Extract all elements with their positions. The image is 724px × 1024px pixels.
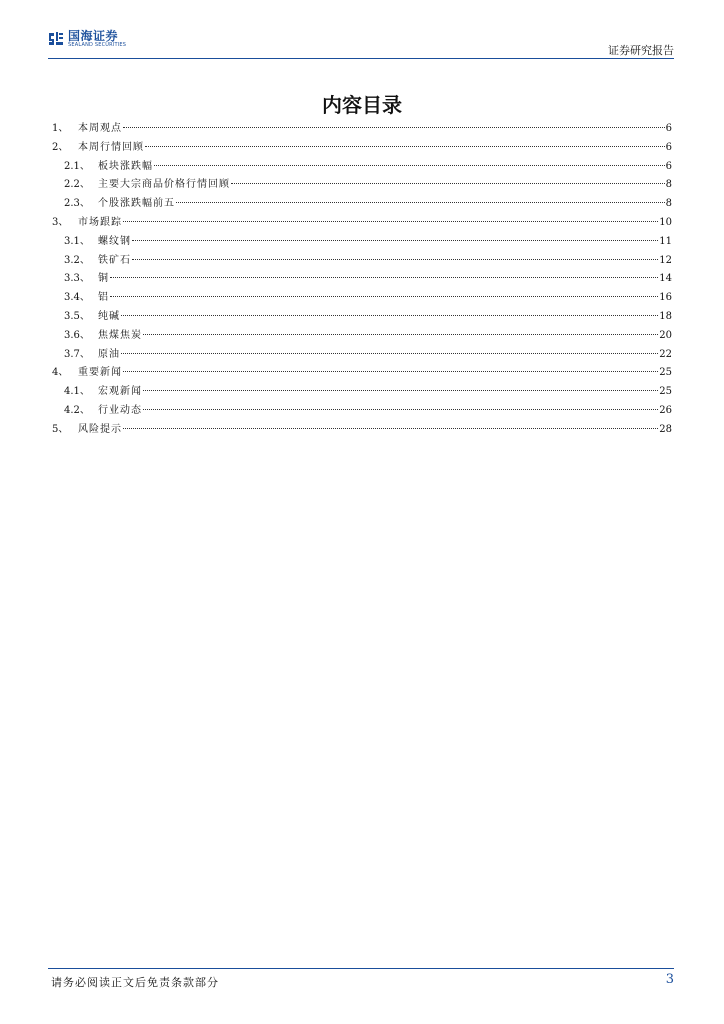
toc-entry-page: 25 <box>659 367 672 379</box>
page-title: 内容目录 <box>322 93 402 117</box>
toc-dot-leader <box>110 296 658 297</box>
toc-entry[interactable] <box>52 402 672 421</box>
toc-dot-leader <box>145 146 665 147</box>
toc-entry[interactable] <box>52 308 672 327</box>
toc-dot-leader <box>231 183 665 184</box>
toc-entry[interactable] <box>52 195 672 214</box>
toc-entry-page: 8 <box>665 198 672 210</box>
footer-divider <box>48 968 674 969</box>
toc-entry-number: 2.1、 <box>64 160 90 172</box>
toc-entry-number: 3.4、 <box>64 292 90 304</box>
toc-entry-number: 4、 <box>52 367 69 379</box>
logo-text <box>68 30 126 48</box>
toc-dot-leader <box>143 390 658 391</box>
toc-entry-label[interactable]: 市场跟踪 <box>78 216 122 228</box>
toc-entry-page: 8 <box>665 179 672 191</box>
logo-english-name: SEALAND SECURITIES <box>68 42 127 48</box>
toc-entry-number: 2、 <box>52 141 69 153</box>
toc-entry[interactable] <box>52 327 672 346</box>
toc-dot-leader <box>123 127 665 128</box>
page-number: 3 <box>665 972 674 987</box>
toc-entry-number: 2.3、 <box>64 198 90 210</box>
toc-entry-label[interactable]: 本周观点 <box>78 123 122 134</box>
toc-entry[interactable] <box>52 346 672 365</box>
toc-entry-label[interactable]: 个股涨跌幅前五 <box>98 198 175 210</box>
toc-entry-page: 25 <box>659 386 672 398</box>
toc-entry-label[interactable]: 板块涨跌幅 <box>98 160 153 172</box>
toc-entry-page: 20 <box>659 329 672 341</box>
toc-entry[interactable] <box>52 252 672 271</box>
toc-dot-leader <box>110 277 658 278</box>
toc-dot-leader <box>143 409 658 410</box>
toc-dot-leader <box>154 165 665 166</box>
page-footer <box>48 968 674 989</box>
toc-entry-number: 3.7、 <box>64 348 90 360</box>
toc-dot-leader <box>121 353 658 354</box>
toc-entry[interactable] <box>52 289 672 308</box>
toc-entry-page: 16 <box>659 292 672 304</box>
toc-entry-page: 14 <box>659 273 672 285</box>
toc-entry[interactable] <box>52 214 672 233</box>
toc-entry-page: 18 <box>659 310 672 322</box>
toc-dot-leader <box>123 221 658 222</box>
table-of-contents <box>52 120 672 440</box>
toc-entry[interactable] <box>52 158 672 177</box>
toc-entry[interactable] <box>52 233 672 252</box>
toc-entry-number: 3.5、 <box>64 310 90 322</box>
toc-entry-label[interactable]: 重要新闻 <box>78 367 122 379</box>
toc-entry-label[interactable]: 风险提示 <box>78 423 122 435</box>
toc-dot-leader <box>123 428 658 429</box>
toc-entry-number: 3.1、 <box>64 235 90 247</box>
toc-entry-label[interactable]: 铁矿石 <box>98 254 131 266</box>
toc-entry-label[interactable]: 纯碱 <box>98 310 120 322</box>
toc-entry[interactable] <box>52 270 672 289</box>
toc-entry-number: 4.1、 <box>64 386 90 398</box>
toc-entry-number: 3.2、 <box>64 254 90 266</box>
toc-entry-label[interactable]: 本周行情回顾 <box>78 141 144 153</box>
toc-entry-label[interactable]: 主要大宗商品价格行情回顾 <box>98 179 230 191</box>
toc-entry-label[interactable]: 铜 <box>98 273 109 285</box>
toc-entry-number: 4.2、 <box>64 404 90 416</box>
toc-dot-leader <box>143 334 658 335</box>
toc-entry[interactable] <box>52 383 672 402</box>
toc-entry-number: 2.2、 <box>64 179 90 191</box>
toc-entry-page: 22 <box>659 348 672 360</box>
toc-dot-leader <box>132 259 658 260</box>
toc-entry-page: 28 <box>659 423 672 435</box>
toc-entry-number: 5、 <box>52 423 69 435</box>
toc-entry[interactable] <box>52 421 672 440</box>
toc-entry-label[interactable]: 原油 <box>98 348 120 360</box>
toc-entry-page: 11 <box>659 235 672 247</box>
toc-entry-number: 1、 <box>52 123 69 134</box>
toc-dot-leader <box>176 202 665 203</box>
toc-entry-label[interactable]: 铝 <box>98 292 109 304</box>
toc-entry[interactable] <box>52 120 672 139</box>
header-divider <box>48 58 674 59</box>
toc-entry[interactable] <box>52 176 672 195</box>
company-logo <box>48 30 126 48</box>
sealand-logo-icon <box>48 31 64 47</box>
logo-chinese-name: 国海证券 <box>68 29 119 43</box>
toc-dot-leader <box>132 240 658 241</box>
toc-entry-page: 12 <box>659 254 672 266</box>
toc-entry-number: 3.6、 <box>64 329 90 341</box>
toc-entry-page: 26 <box>659 404 672 416</box>
toc-entry-page: 6 <box>665 160 672 172</box>
toc-entry-label[interactable]: 螺纹钢 <box>98 235 131 247</box>
disclaimer-notice: 请务必阅读正文后免责条款部分 <box>51 976 219 989</box>
toc-entry-number: 3、 <box>52 216 69 228</box>
toc-entry-label[interactable]: 行业动态 <box>98 404 142 416</box>
toc-dot-leader <box>121 315 658 316</box>
toc-dot-leader <box>123 371 658 372</box>
page-header <box>48 28 674 60</box>
toc-entry-number: 3.3、 <box>64 273 90 285</box>
toc-entry-label[interactable]: 焦煤焦炭 <box>98 329 142 341</box>
toc-entry-label[interactable]: 宏观新闻 <box>98 386 142 398</box>
toc-entry-page: 10 <box>659 216 672 228</box>
toc-entry[interactable] <box>52 139 672 158</box>
toc-entry-page: 6 <box>665 141 672 153</box>
toc-entry-page: 6 <box>665 123 672 134</box>
report-type-label: 证券研究报告 <box>608 44 674 57</box>
toc-entry[interactable] <box>52 364 672 383</box>
